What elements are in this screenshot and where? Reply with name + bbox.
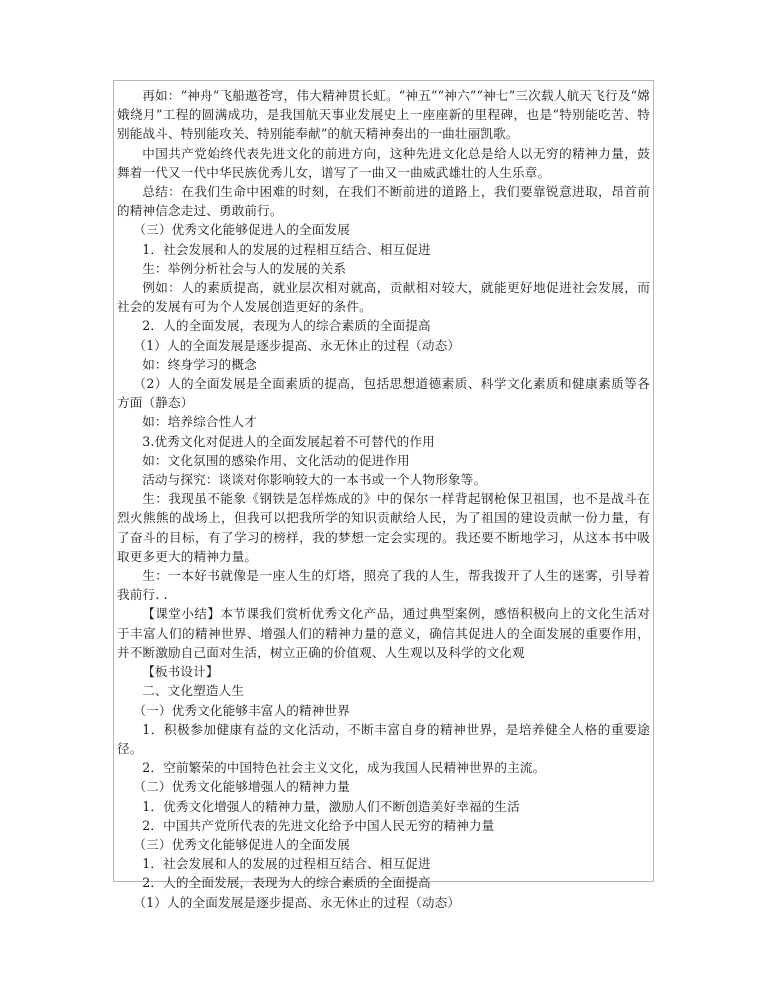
sub-list-item: （1）人的全面发展是逐步提高、永无休止的过程（动态）: [133, 337, 461, 353]
section-heading-3: （三）优秀文化能够促进人的全面发展: [133, 222, 351, 238]
student-response: 生：一本好书就像是一座人生的灯塔，照亮了我的人生，帮我拨开了人生的迷雾，引导着我前行. .: [117, 568, 650, 603]
example-line: 如：文化氛围的感染作用、文化活动的促进作用: [142, 452, 410, 468]
board-title: 二、文化塑造人生: [142, 683, 245, 699]
list-item: 2．中国共产党所代表的先进文化给予中国人民无穷的精神力量: [142, 817, 495, 833]
section-heading-1: （一）优秀文化能够丰富人的精神世界: [133, 702, 351, 718]
example-paragraph: 例如：人的素质提高，就业层次相对就高，贡献相对较大，就能更好地促进社会发展，而社会的发展有可为个人发展创造更好的条件。: [117, 280, 650, 315]
class-summary: 【课堂小结】本节课我们赏析优秀文化产品，通过典型案例，感悟积极向上的文化生活对于丰富人们的精神世界、增强人们的精神力量的意义，确信其促进人的全面发展的重要作用，并不断激励自己面对生活，树立正确的价值观、人生观以及科学的文化观: [117, 606, 650, 660]
board-design-heading: 【板书设计】: [142, 664, 219, 680]
student-response: 生：我现虽不能象《钢铁是怎样炼成的》中的保尔一样背起钢枪保卫祖国，也不是战斗在烈火熊熊的战场上，但我可以把我所学的知识贡献给人民，为了祖国的建设贡献一份力量，有了奋斗的目标，有了学习的榜样，我的梦想一定会实现的。我还要不断地学习，从这本书中吸取更多更大的精神力量。: [117, 491, 650, 564]
student-activity: 生：举例分析社会与人的发展的关系: [142, 260, 347, 276]
list-item: 1．积极参加健康有益的文化活动，不断丰富自身的精神世界，是培养健全人格的重要途径。: [117, 721, 650, 756]
paragraph-summary: 总结：在我们生命中困难的时刻，在我们不断前进的道路上，我们要靠锐意进取，昂首前的精神信念走过、勇敢前行。: [117, 184, 650, 219]
list-item: 2．人的全面发展，表现为人的综合素质的全面提高: [142, 318, 431, 334]
example-line: 如：培养综合性人才: [142, 414, 257, 430]
list-item: 2．空前繁荣的中国特色社会主义文化，成为我国人民精神世界的主流。: [142, 760, 546, 776]
paragraph-party-advanced-culture: 中国共产党始终代表先进文化的前进方向，这种先进文化总是给人以无穷的精神力量，鼓舞着一代又一代中华民族优秀儿女，谱写了一曲又一曲威武雄壮的人生乐章。: [117, 145, 650, 180]
list-item: 1．优秀文化增强人的精神力量，激励人们不断创造美好幸福的生活: [142, 798, 520, 814]
paragraph-shenzhou-example: 再如：“神舟”飞船遨苍穹，伟大精神贯长虹。“神五”“神六”“神七”三次载人航天飞行及“嫦娥绕月”工程的圆满成功，是我国航天事业发展史上一座座新的里程碑，也是“特别能吃苦、特别能战斗、特别能攻关、特别能奉献”的航天精神奏出的一曲壮丽凯歌。: [117, 88, 650, 142]
document-frame: [113, 80, 654, 910]
list-item: 3.优秀文化对促进人的全面发展起着不可替代的作用: [142, 433, 435, 449]
example-line: 如：终身学习的概念: [142, 356, 257, 372]
sub-list-item: （1）人的全面发展是逐步提高、永无休止的过程（动态）: [133, 894, 461, 910]
list-item: 1．社会发展和人的发展的过程相互结合、相互促进: [142, 856, 431, 872]
list-item: 2．人的全面发展，表现为人的综合素质的全面提高: [142, 875, 431, 891]
list-item: 1．社会发展和人的发展的过程相互结合、相互促进: [142, 241, 431, 257]
document-body: [114, 81, 653, 912]
sub-list-item: （2）人的全面发展是全面素质的提高，包括思想道德素质、科学文化素质和健康素质等各方面（静态）: [117, 376, 650, 411]
section-heading-3: （三）优秀文化能够促进人的全面发展: [133, 836, 351, 852]
activity-prompt: 活动与探究：谈谈对你影响较大的一本书或一个人物形象等。: [142, 472, 487, 488]
section-heading-2: （二）优秀文化能够增强人的精神力量: [133, 779, 351, 795]
